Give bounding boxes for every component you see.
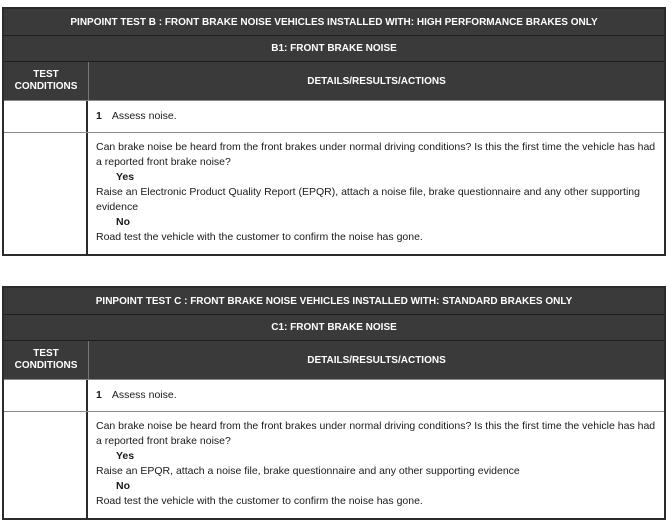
yes-action-text: Raise an Electronic Product Quality Report (EPQR), attach a noise file, brake questionnaire and any other supporting evidence bbox=[96, 186, 640, 213]
details-results-actions-header: DETAILS/RESULTS/ACTIONS bbox=[307, 354, 446, 366]
step-number: 1 bbox=[96, 389, 102, 401]
table-title: PINPOINT TEST C : FRONT BRAKE NOISE VEHICLES INSTALLED WITH: STANDARD BRAKES ONLY bbox=[95, 295, 573, 307]
column-header-row bbox=[4, 62, 664, 100]
column-header-row bbox=[4, 341, 664, 379]
yes-label: Yes bbox=[116, 450, 135, 462]
test-conditions-header: TEST CONDITIONS bbox=[4, 62, 89, 100]
result-row bbox=[4, 411, 664, 518]
no-label: No bbox=[116, 216, 130, 228]
no-action-text: Road test the vehicle with the customer to confirm the noise has gone. bbox=[96, 495, 423, 507]
result-cell bbox=[88, 133, 664, 254]
step-row bbox=[4, 100, 664, 132]
result-cell bbox=[88, 412, 664, 518]
pinpoint-test-c-subtitle bbox=[4, 315, 664, 341]
test-conditions-header: TEST CONDITIONS bbox=[4, 341, 89, 379]
step-number: 1 bbox=[96, 110, 102, 122]
pinpoint-test-c-table bbox=[2, 286, 666, 520]
step-text: Assess noise. bbox=[111, 389, 177, 401]
pinpoint-test-b-title bbox=[4, 9, 664, 36]
result-row bbox=[4, 132, 664, 254]
test-conditions-cell bbox=[4, 412, 88, 518]
question-text: Can brake noise be heard from the front brakes under normal driving conditions? Is this the first time the vehicle has had a reported front brake noise? bbox=[96, 420, 656, 447]
pinpoint-test-b-table bbox=[2, 7, 666, 256]
table-subtitle: C1: FRONT BRAKE NOISE bbox=[271, 322, 397, 333]
table-subtitle: B1: FRONT BRAKE NOISE bbox=[271, 43, 397, 54]
yes-label: Yes bbox=[116, 171, 135, 183]
test-conditions-cell bbox=[4, 101, 88, 132]
no-action-text: Road test the vehicle with the customer to confirm the noise has gone. bbox=[96, 231, 423, 243]
question-text: Can brake noise be heard from the front brakes under normal driving conditions? Is this the first time the vehicle has had a reported front brake noise? bbox=[96, 141, 656, 168]
test-conditions-cell bbox=[4, 380, 88, 411]
step-cell bbox=[88, 380, 664, 411]
pinpoint-test-b-subtitle bbox=[4, 36, 664, 62]
test-conditions-cell bbox=[4, 133, 88, 254]
pinpoint-test-c-title bbox=[4, 288, 664, 315]
table-title: PINPOINT TEST B : FRONT BRAKE NOISE VEHICLES INSTALLED WITH: HIGH PERFORMANCE BRAKES ONLY bbox=[70, 16, 598, 28]
no-label: No bbox=[116, 480, 130, 492]
step-row bbox=[4, 379, 664, 411]
yes-action-text: Raise an EPQR, attach a noise file, brake questionnaire and any other supporting evidence bbox=[96, 465, 520, 477]
step-text: Assess noise. bbox=[111, 110, 177, 122]
details-results-actions-header: DETAILS/RESULTS/ACTIONS bbox=[307, 75, 446, 87]
step-cell bbox=[88, 101, 664, 132]
